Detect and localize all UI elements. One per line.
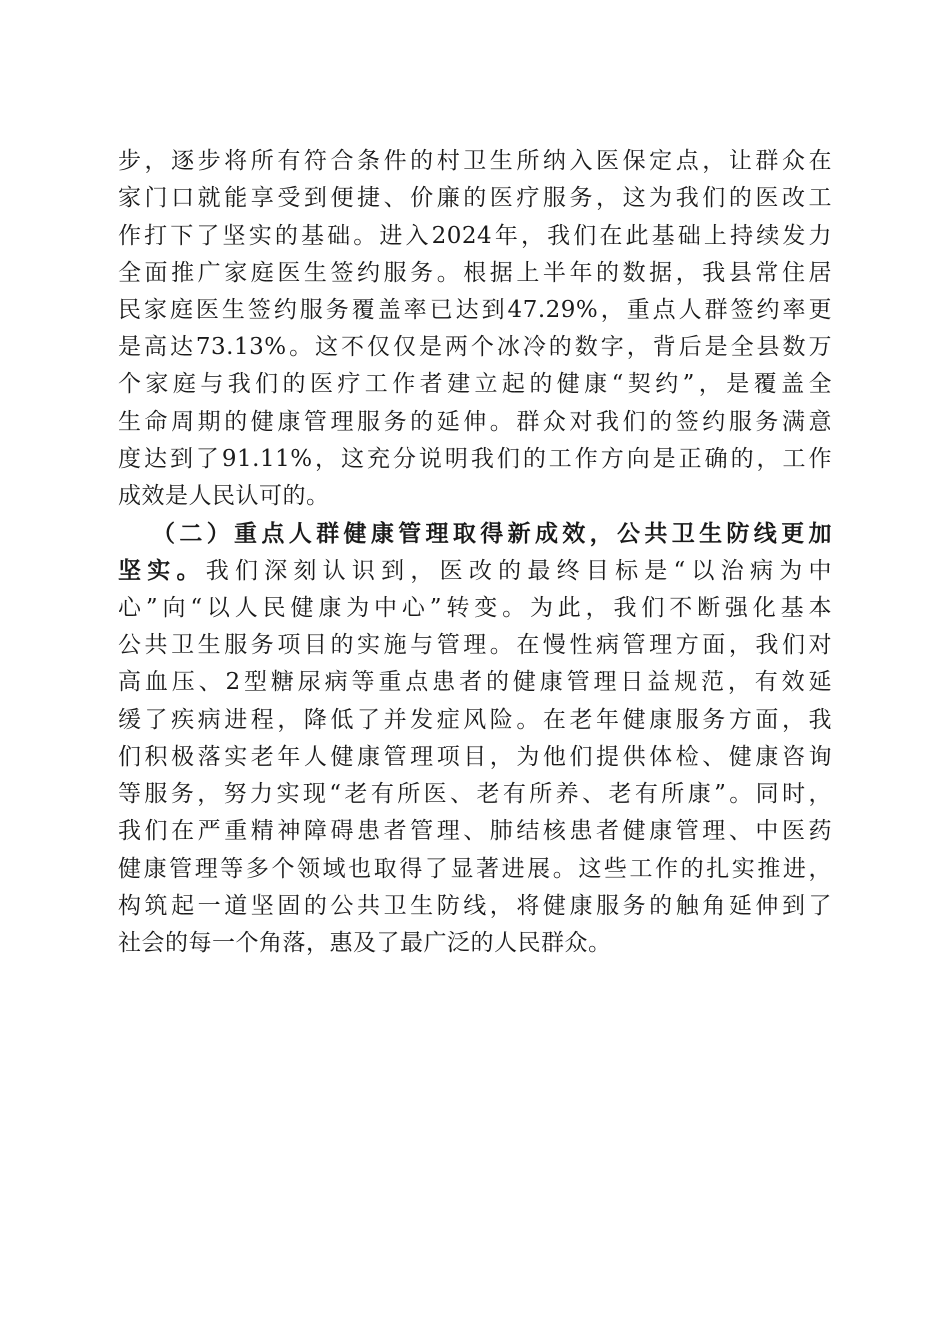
paragraph-2-line-5: 高血压、2型糖尿病等重点患者的健康管理日益规范，有效延 <box>118 669 832 695</box>
section-heading-line-1: （二）重点人群健康管理取得新成效，公共卫生防线更加 <box>152 520 832 547</box>
paragraph-2-line-9: 我们在严重精神障碍患者管理、肺结核患者健康管理、中医药 <box>118 818 832 844</box>
paragraph-2-line-11: 构筑起一道坚固的公共卫生防线，将健康服务的触角延伸到了 <box>118 893 832 919</box>
paragraph-1-line-9: 度达到了91.11%，这充分说明我们的工作方向是正确的，工作 <box>118 446 832 472</box>
paragraph-2-line-6: 缓了疾病进程，降低了并发症风险。在老年健康服务方面，我 <box>118 707 832 733</box>
paragraph-2-line-8: 等服务，努力实现“老有所医、老有所养、老有所康”。同时， <box>118 781 832 807</box>
paragraph-1-line-3: 作打下了坚实的基础。进入2024年，我们在此基础上持续发力 <box>118 223 832 249</box>
paragraph-1-line-6: 是高达73.13%。这不仅仅是两个冰冷的数字，背后是全县数万 <box>118 334 832 360</box>
paragraph-2-line-3: 心”向“以人民健康为中心”转变。为此，我们不断强化基本 <box>118 595 832 621</box>
paragraph-1-line-7: 个家庭与我们的医疗工作者建立起的健康“契约”，是覆盖全 <box>118 371 832 397</box>
section-heading-line-2: 坚实。 <box>118 557 206 584</box>
paragraph-1-line-8: 生命周期的健康管理服务的延伸。群众对我们的签约服务满意 <box>118 409 832 435</box>
paragraph-2-line-12: 社会的每一个角落，惠及了最广泛的人民群众。 <box>118 930 612 956</box>
paragraph-2-line-10: 健康管理等多个领域也取得了显著进展。这些工作的扎实推进， <box>118 856 832 882</box>
paragraph-2-line-4: 公共卫生服务项目的实施与管理。在慢性病管理方面，我们对 <box>118 632 832 658</box>
paragraph-2-line-2-rest: 我们深刻认识到，医改的最终目标是“以治病为中 <box>205 558 832 584</box>
paragraph-1-line-5: 民家庭医生签约服务覆盖率已达到47.29%，重点人群签约率更 <box>118 297 832 323</box>
paragraph-1-line-10: 成效是人民认可的。 <box>118 483 330 509</box>
paragraph-1-line-2: 家门口就能享受到便捷、价廉的医疗服务，这为我们的医改工 <box>118 185 832 211</box>
paragraph-2-line-7: 们积极落实老年人健康管理项目，为他们提供体检、健康咨询 <box>118 744 832 770</box>
paragraph-1-line-4: 全面推广家庭医生签约服务。根据上半年的数据，我县常住居 <box>118 260 832 286</box>
paragraph-1-line-1: 步，逐步将所有符合条件的村卫生所纳入医保定点，让群众在 <box>118 148 832 174</box>
paragraph-2-line-2 <box>118 553 832 589</box>
